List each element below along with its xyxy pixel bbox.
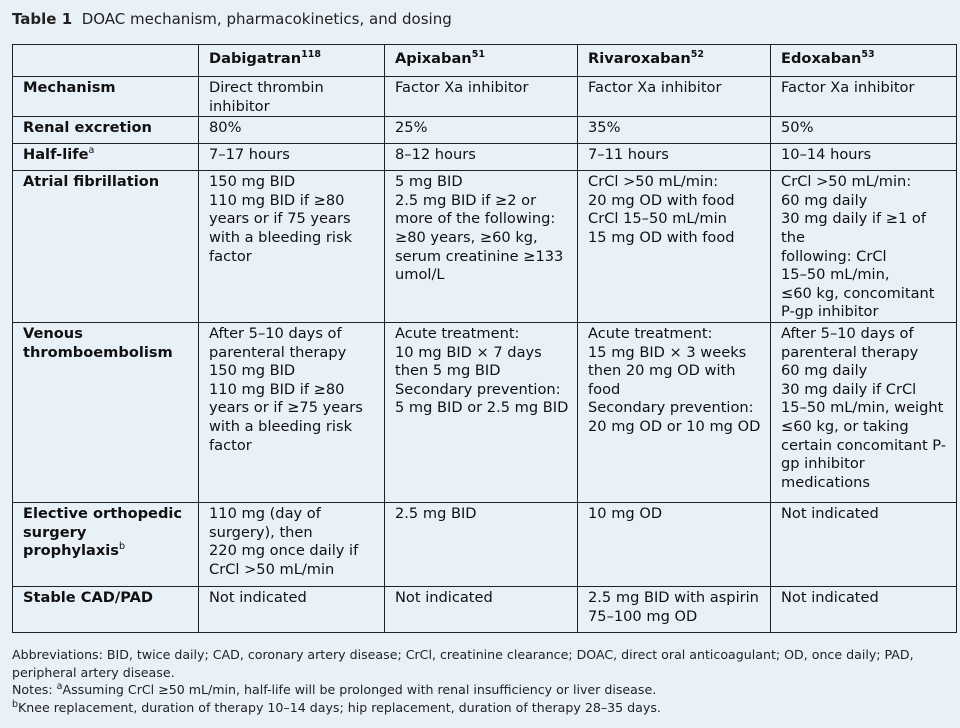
row-label xyxy=(13,171,199,323)
row-label xyxy=(13,77,199,117)
row-label-text: Atrial fibrillation xyxy=(23,173,160,191)
table-cell: Factor Xa inhibitor xyxy=(771,77,957,117)
header-ref: 51 xyxy=(471,49,485,61)
table-cell: 8–12 hours xyxy=(385,144,578,171)
row-label-text: Renal excretion xyxy=(23,119,152,137)
table-cell: 35% xyxy=(578,117,771,144)
table-row xyxy=(13,144,957,171)
table-caption: DOAC mechanism, pharmacokinetics, and dosing xyxy=(81,10,452,28)
doac-table xyxy=(12,44,957,633)
table-cell: 5 mg BID 2.5 mg BID if ≥2 or more of the following: ≥80 years, ≥60 kg, serum creatinine ≥133 umol/L xyxy=(385,171,578,323)
note-a xyxy=(12,681,956,699)
row-label xyxy=(13,144,199,171)
row-label-text: Mechanism xyxy=(23,79,116,96)
table-cell: After 5–10 days of parenteral therapy 150 mg BID 110 mg BID if ≥80 years or if ≥75 years with a bleeding risk factor xyxy=(199,322,385,502)
header-cell-rivaroxaban xyxy=(578,45,771,77)
row-label-text: Half-life xyxy=(23,146,89,164)
table-cell: Not indicated xyxy=(385,586,578,632)
table-cell: 2.5 mg BID xyxy=(385,502,578,586)
table-cell: Direct thrombin inhibitor xyxy=(199,77,385,117)
header-text: Dabigatran xyxy=(209,50,302,67)
row-label-text: Stable CAD/PAD xyxy=(23,588,153,606)
row-label-text: Venous thromboembolism xyxy=(23,324,173,361)
table-cell: 50% xyxy=(771,117,957,144)
table-row xyxy=(13,77,957,117)
row-label xyxy=(13,117,199,144)
header-cell-edoxaban xyxy=(771,45,957,77)
table-header xyxy=(13,45,957,77)
note-b xyxy=(12,699,956,717)
header-cell-apixaban xyxy=(385,45,578,77)
header-cell-blank xyxy=(13,45,199,77)
note-b-text: Knee replacement, duration of therapy 10–14 days; hip replacement, duration of therapy 28–35 days. xyxy=(18,699,661,715)
table-cell: Not indicated xyxy=(771,586,957,632)
row-label-ref: a xyxy=(88,145,95,157)
row-label-ref: b xyxy=(118,541,126,553)
table-cell: After 5–10 days of parenteral therapy 60 mg daily 30 mg daily if CrCl 15–50 mL/min, weight ≤60 kg, or taking certain concomitant P- gp inhibitor medications xyxy=(771,322,957,502)
footnotes xyxy=(12,646,956,716)
table-cell: 80% xyxy=(199,117,385,144)
abbreviations-note: Abbreviations: BID, twice daily; CAD, coronary artery disease; CrCl, creatinine clearance; DOAC, direct oral anticoagulant; OD, once daily; PAD, peripheral artery disease. xyxy=(12,647,914,680)
header-text: Apixaban xyxy=(395,50,472,67)
table-cell: Factor Xa inhibitor xyxy=(578,77,771,117)
header-cell-dabigatran xyxy=(199,45,385,77)
notes-prefix: Notes: xyxy=(12,682,57,698)
table-cell: Factor Xa inhibitor xyxy=(385,77,578,117)
header-row xyxy=(13,45,957,77)
row-label xyxy=(13,322,199,502)
table-cell: 2.5 mg BID with aspirin 75–100 mg OD xyxy=(578,586,771,632)
table-title xyxy=(12,10,452,28)
header-text: Rivaroxaban xyxy=(588,50,691,67)
row-label xyxy=(13,586,199,632)
row-label xyxy=(13,502,199,586)
table-cell: CrCl >50 mL/min: 60 mg daily 30 mg daily if ≥1 of the following: CrCl 15–50 mL/min, ≤60 kg, concomitant P-gp inhibitor xyxy=(771,171,957,323)
table-cell: Not indicated xyxy=(771,502,957,586)
table-row xyxy=(13,322,957,502)
table-label: Table 1 xyxy=(12,10,73,28)
table-cell: 110 mg (day of surgery), then 220 mg once daily if CrCl >50 mL/min xyxy=(199,502,385,586)
header-ref: 118 xyxy=(301,49,321,61)
table-row xyxy=(13,502,957,586)
table-cell: Not indicated xyxy=(199,586,385,632)
table-cell: 25% xyxy=(385,117,578,144)
table-cell: 7–11 hours xyxy=(578,144,771,171)
table-row xyxy=(13,171,957,323)
header-ref: 53 xyxy=(861,49,875,61)
table-cell: CrCl >50 mL/min: 20 mg OD with food CrCl 15–50 mL/min 15 mg OD with food xyxy=(578,171,771,323)
table-cell: 150 mg BID 110 mg BID if ≥80 years or if 75 years with a bleeding risk factor xyxy=(199,171,385,323)
table-cell: 10 mg OD xyxy=(578,502,771,586)
table-cell: 7–17 hours xyxy=(199,144,385,171)
table-row xyxy=(13,586,957,632)
note-a-mark: a xyxy=(56,681,63,692)
header-text: Edoxaban xyxy=(781,50,862,67)
table-cell: Acute treatment: 10 mg BID × 7 days then 5 mg BID Secondary prevention: 5 mg BID or 2.5 mg BID xyxy=(385,322,578,502)
table-row xyxy=(13,117,957,144)
table-body xyxy=(13,77,957,633)
row-label-text: Elective orthopedic surgery prophylaxis xyxy=(23,504,183,560)
table-cell: Acute treatment: 15 mg BID × 3 weeks then 20 mg OD with food Secondary prevention: 20 mg OD or 10 mg OD xyxy=(578,322,771,502)
table-cell: 10–14 hours xyxy=(771,144,957,171)
header-ref: 52 xyxy=(690,49,705,61)
note-b-mark: b xyxy=(12,698,19,710)
note-a-text: Assuming CrCl ≥50 mL/min, half-life will be prolonged with renal insufficiency or liver disease. xyxy=(62,682,657,698)
